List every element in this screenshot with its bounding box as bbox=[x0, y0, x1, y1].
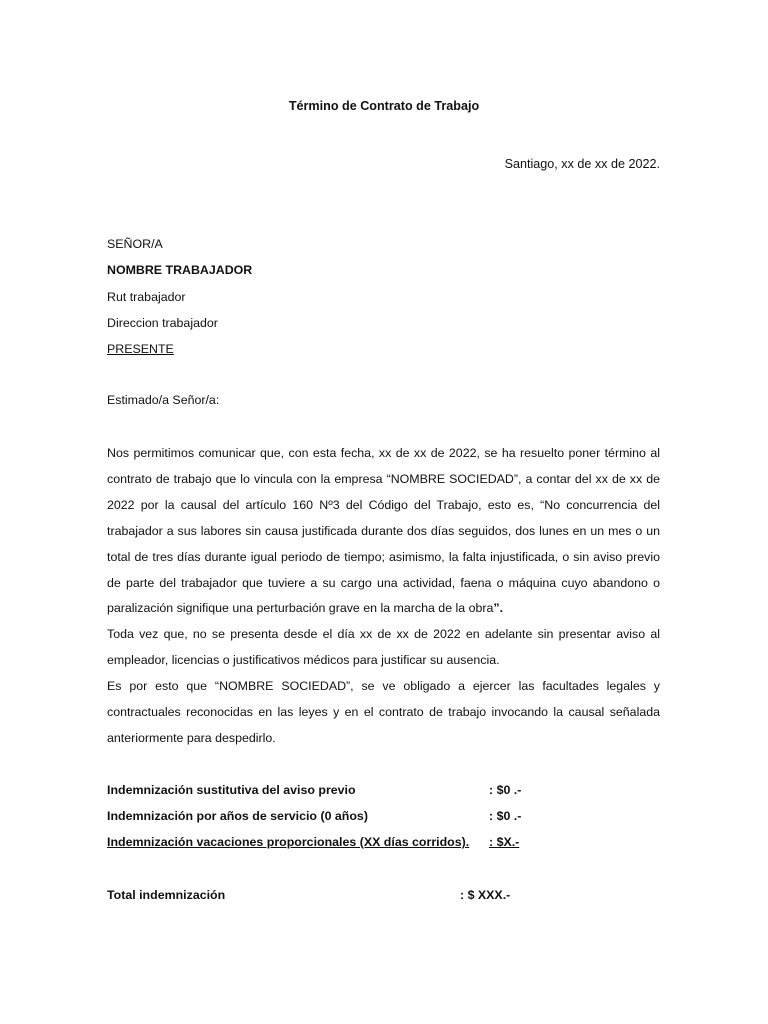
recipient-name: NOMBRE TRABAJADOR bbox=[107, 263, 253, 278]
letter-body bbox=[107, 441, 660, 752]
total-value: : $ XXX.- bbox=[460, 888, 511, 902]
indemnity-label: Indemnización por años de servicio (0 años) bbox=[107, 809, 368, 823]
paragraph-absence: Toda vez que, no se presenta desde el día xx de xx de 2022 en adelante sin presentar aviso al empleador, licencias o justificativos médicos para justificar su ausencia. bbox=[107, 627, 660, 668]
greeting: Estimado/a Señor/a: bbox=[107, 393, 220, 407]
document-title: Término de Contrato de Trabajo bbox=[288, 99, 480, 113]
recipient-address: Direccion trabajador bbox=[107, 315, 218, 330]
document-date: Santiago, xx de xx de 2022. bbox=[504, 157, 660, 171]
paragraph-termination-text: Nos permitimos comunicar que, con esta fecha, xx de xx de 2022, se ha resuelto poner término al contrato de trabajo que lo vincula con la empresa “NOMBRE SOCIEDAD”, a contar del xx de xx de 2022 por la causal del artículo 160 Nº3 del Código del Trabajo, esto es, “No concurrencia del trabajador a sus labores sin causa justificada durante dos días seguidos, dos lunes en un mes o un total de tres días durante igual periodo de tiempo; asimismo, la falta injustificada, o sin aviso previo de parte del trabajador que tuviere a su cargo una actividad, faena o máquina cuyo abandono o paralización signifique una perturbación grave en la marcha de la obra bbox=[107, 446, 660, 616]
recipient-presente: PRESENTE bbox=[107, 342, 174, 357]
indemnity-value: : $0 .- bbox=[489, 783, 522, 797]
recipient-salutation: SEÑOR/A bbox=[107, 237, 163, 251]
total-label: Total indemnización bbox=[107, 888, 226, 902]
paragraph-termination bbox=[107, 441, 660, 622]
indemnity-value: : $0 .- bbox=[489, 809, 522, 823]
recipient-rut: Rut trabajador bbox=[107, 289, 186, 304]
paragraph-termination-closing: ”. bbox=[493, 601, 504, 616]
paragraph-dismissal: Es por esto que “NOMBRE SOCIEDAD”, se ve obligado a ejercer las facultades legales y contractuales reconocidas en las leyes y en el contrato de trabajo invocando la causal señalada anteriormente para despedirlo. bbox=[107, 679, 660, 745]
indemnity-label: Indemnización sustitutiva del aviso previo bbox=[107, 783, 356, 797]
indemnity-label: Indemnización vacaciones proporcionales (XX días corridos). bbox=[107, 835, 470, 849]
indemnity-value: : $X.- bbox=[489, 835, 520, 849]
recipient-block bbox=[107, 236, 252, 367]
